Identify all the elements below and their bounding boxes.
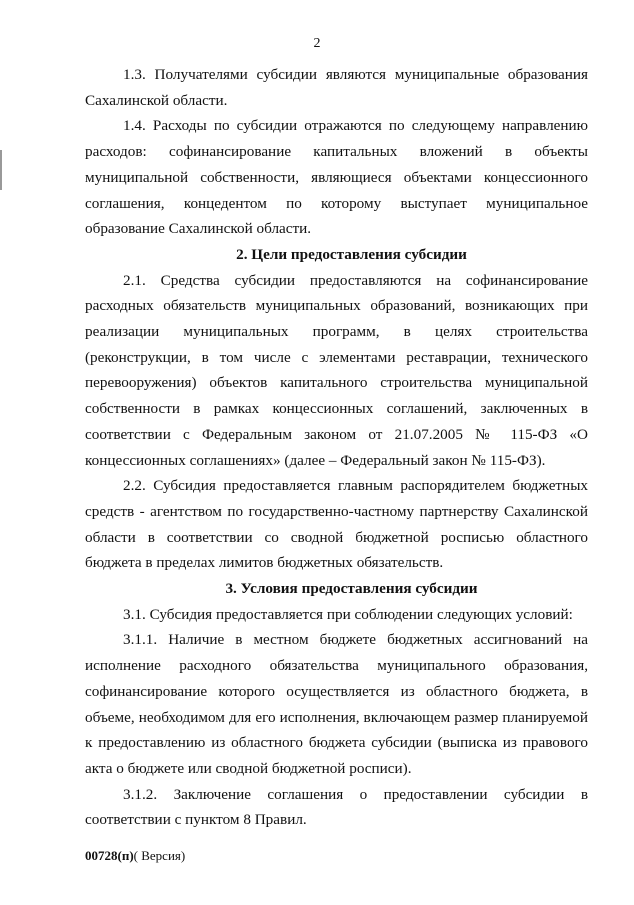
document-body [85, 62, 588, 833]
section-heading-3: 3. Условия предоставления субсидии [225, 580, 478, 598]
paragraph-3-1-2: 3.1.2. Заключение соглашения о предоставлении субсидии в соответствии с пунктом 8 Правил. [85, 785, 588, 829]
document-code: 00728(п) [85, 848, 134, 863]
paragraph-1-3: 1.3. Получателями субсидии являются муниципальные образования Сахалинской области. [85, 66, 588, 109]
margin-mark [0, 150, 2, 190]
paragraph-2-1: 2.1. Средства субсидии предоставляются на софинансирование расходных обязательств муниципальных образований, возникающих при реализации муниципальных программ, в целях строительства (реконструкции, в том числе с элементами реставрации, технического перевооружения) объектов капитального строительства муниципальной собственности в рамках концессионных соглашений, заключенных в соответствии с Федеральным законом от 21.07.2005 № 115-ФЗ «О концессионных соглашениях» (далее – Федеральный закон № 115-ФЗ). [85, 271, 588, 469]
document-version: ( Версия) [133, 848, 186, 863]
paragraph-3-1: 3.1. Субсидия предоставляется при соблюдении следующих условий: [123, 605, 573, 623]
section-heading-2: 2. Цели предоставления субсидии [236, 245, 467, 263]
footer [85, 848, 185, 864]
paragraph-3-1-1: 3.1.1. Наличие в местном бюджете бюджетных ассигнований на исполнение расходного обязательства муниципального образования, софинансирование которого осуществляется из областного бюджета, в объеме, необходимом для его исполнения, включающем размер планируемой к предоставлению из областного бюджета субсидии (выписка из правового акта о бюджете или сводной бюджетной росписи). [85, 631, 588, 777]
page-number: 2 [313, 36, 321, 51]
paragraph-1-4: 1.4. Расходы по субсидии отражаются по следующему направлению расходов: софинансирование капитальных вложений в объекты муниципальной собственности, являющиеся объектами концессионного соглашения, концедентом по которому выступает муниципальное образование Сахалинской области. [85, 117, 588, 238]
paragraph-2-2: 2.2. Субсидия предоставляется главным распорядителем бюджетных средств - агентством по государственно-частному партнерству Сахалинской области в соответствии со сводной бюджетной росписью областного бюджета в пределах лимитов бюджетных обязательств. [85, 477, 588, 572]
